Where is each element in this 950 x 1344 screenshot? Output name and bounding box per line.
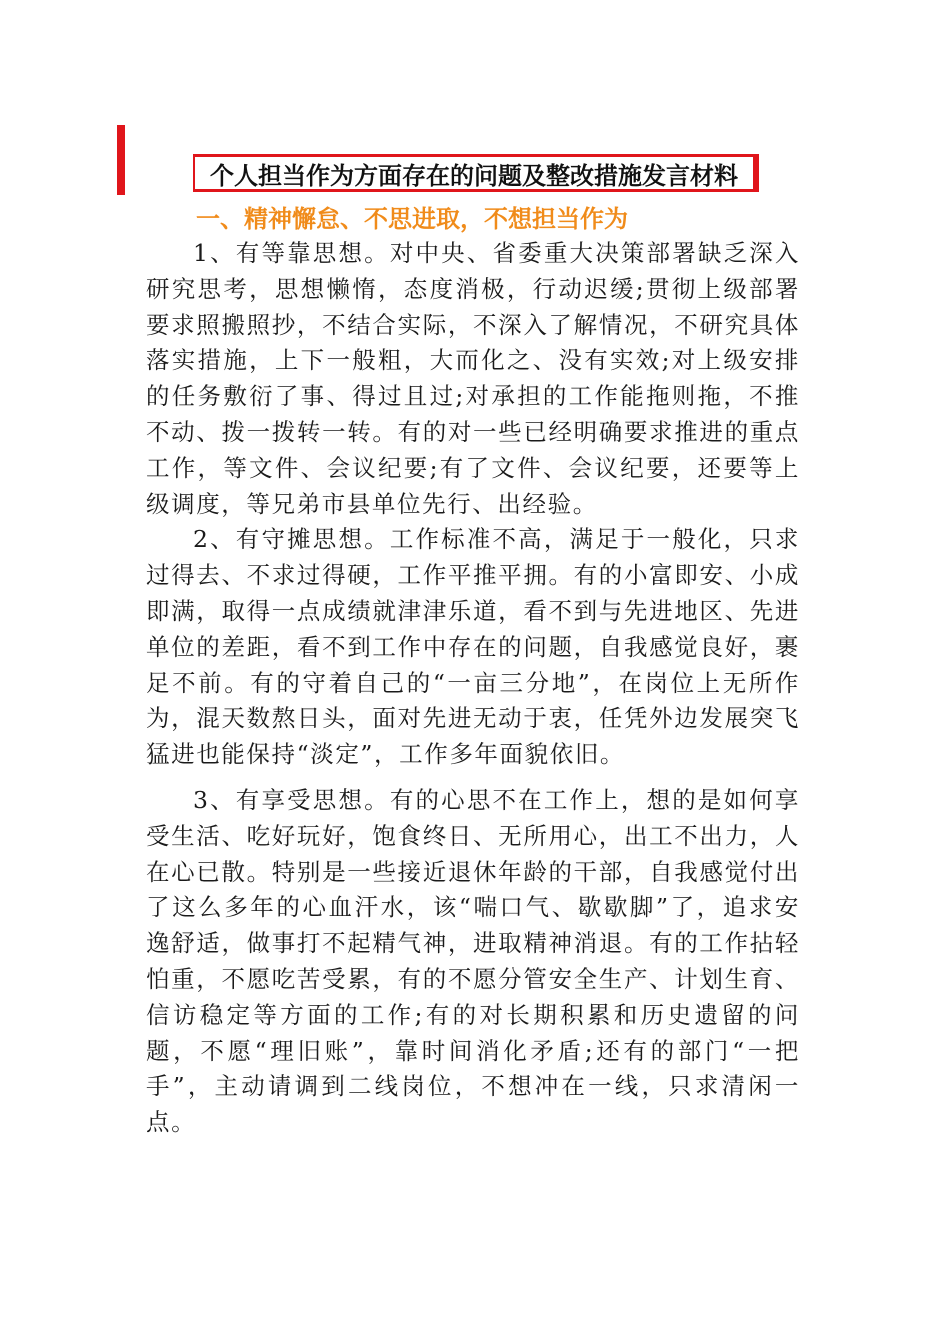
paragraph-1: 1、有等靠思想。对中央、省委重大决策部署缺乏深入研究思考，思想懒惰，态度消极，行动迟缓;贯彻上级部署要求照搬照抄，不结合实际，不深入了解情况，不研究具体落实措施，上下一般粗，大而化之、没有实效;对上级安排的任务敷衍了事、得过且过;对承担的工作能拖则拖，不推不动、拨一拨转一转。有的对一些已经明确要求推进的重点工作，等文件、会议纪要;有了文件、会议纪要，还要等上级调度，等兄弟市县单位先行、出经验。 (146, 239, 800, 518)
document-body (146, 236, 800, 1141)
paragraph-2: 2、有守摊思想。工作标准不高，满足于一般化，只求过得去、不求过得硬，工作平推平拥。有的小富即安、小成即满，取得一点成绩就津津乐道，看不到与先进地区、先进单位的差距，看不到工作中存在的问题，自我感觉良好，裹足不前。有的守着自己的“一亩三分地”，在岗位上无所作为，混天数熬日头，面对先进无动于衷，任凭外边发展突飞猛进也能保持“淡定”，工作多年面貌依旧。 (146, 525, 800, 769)
paragraph-3: 3、有享受思想。有的心思不在工作上，想的是如何享受生活、吃好玩好，饱食终日、无所用心，出工不出力，人在心已散。特别是一些接近退休年龄的干部，自我感觉付出了这么多年的心血汗水，该“喘口气、歇歇脚”了，追求安逸舒适，做事打不起精气神，进取精神消退。有的工作拈轻怕重，不愿吃苦受累，有的不愿分管安全生产、计划生育、信访稳定等方面的工作;有的对长期积累和历史遗留的问题，不愿“理旧账”，靠时间消化矛盾;还有的部门“一把手”，主动请调到二线岗位，不想冲在一线，只求清闲一点。 (146, 785, 800, 1137)
document-title (193, 154, 759, 192)
document-title-text: 个人担当作为方面存在的问题及整改措施发言材料 (210, 160, 738, 190)
left-accent-bar (117, 125, 125, 195)
section-heading: 一、精神懈怠、不思进取，不想担当作为 (196, 204, 628, 233)
